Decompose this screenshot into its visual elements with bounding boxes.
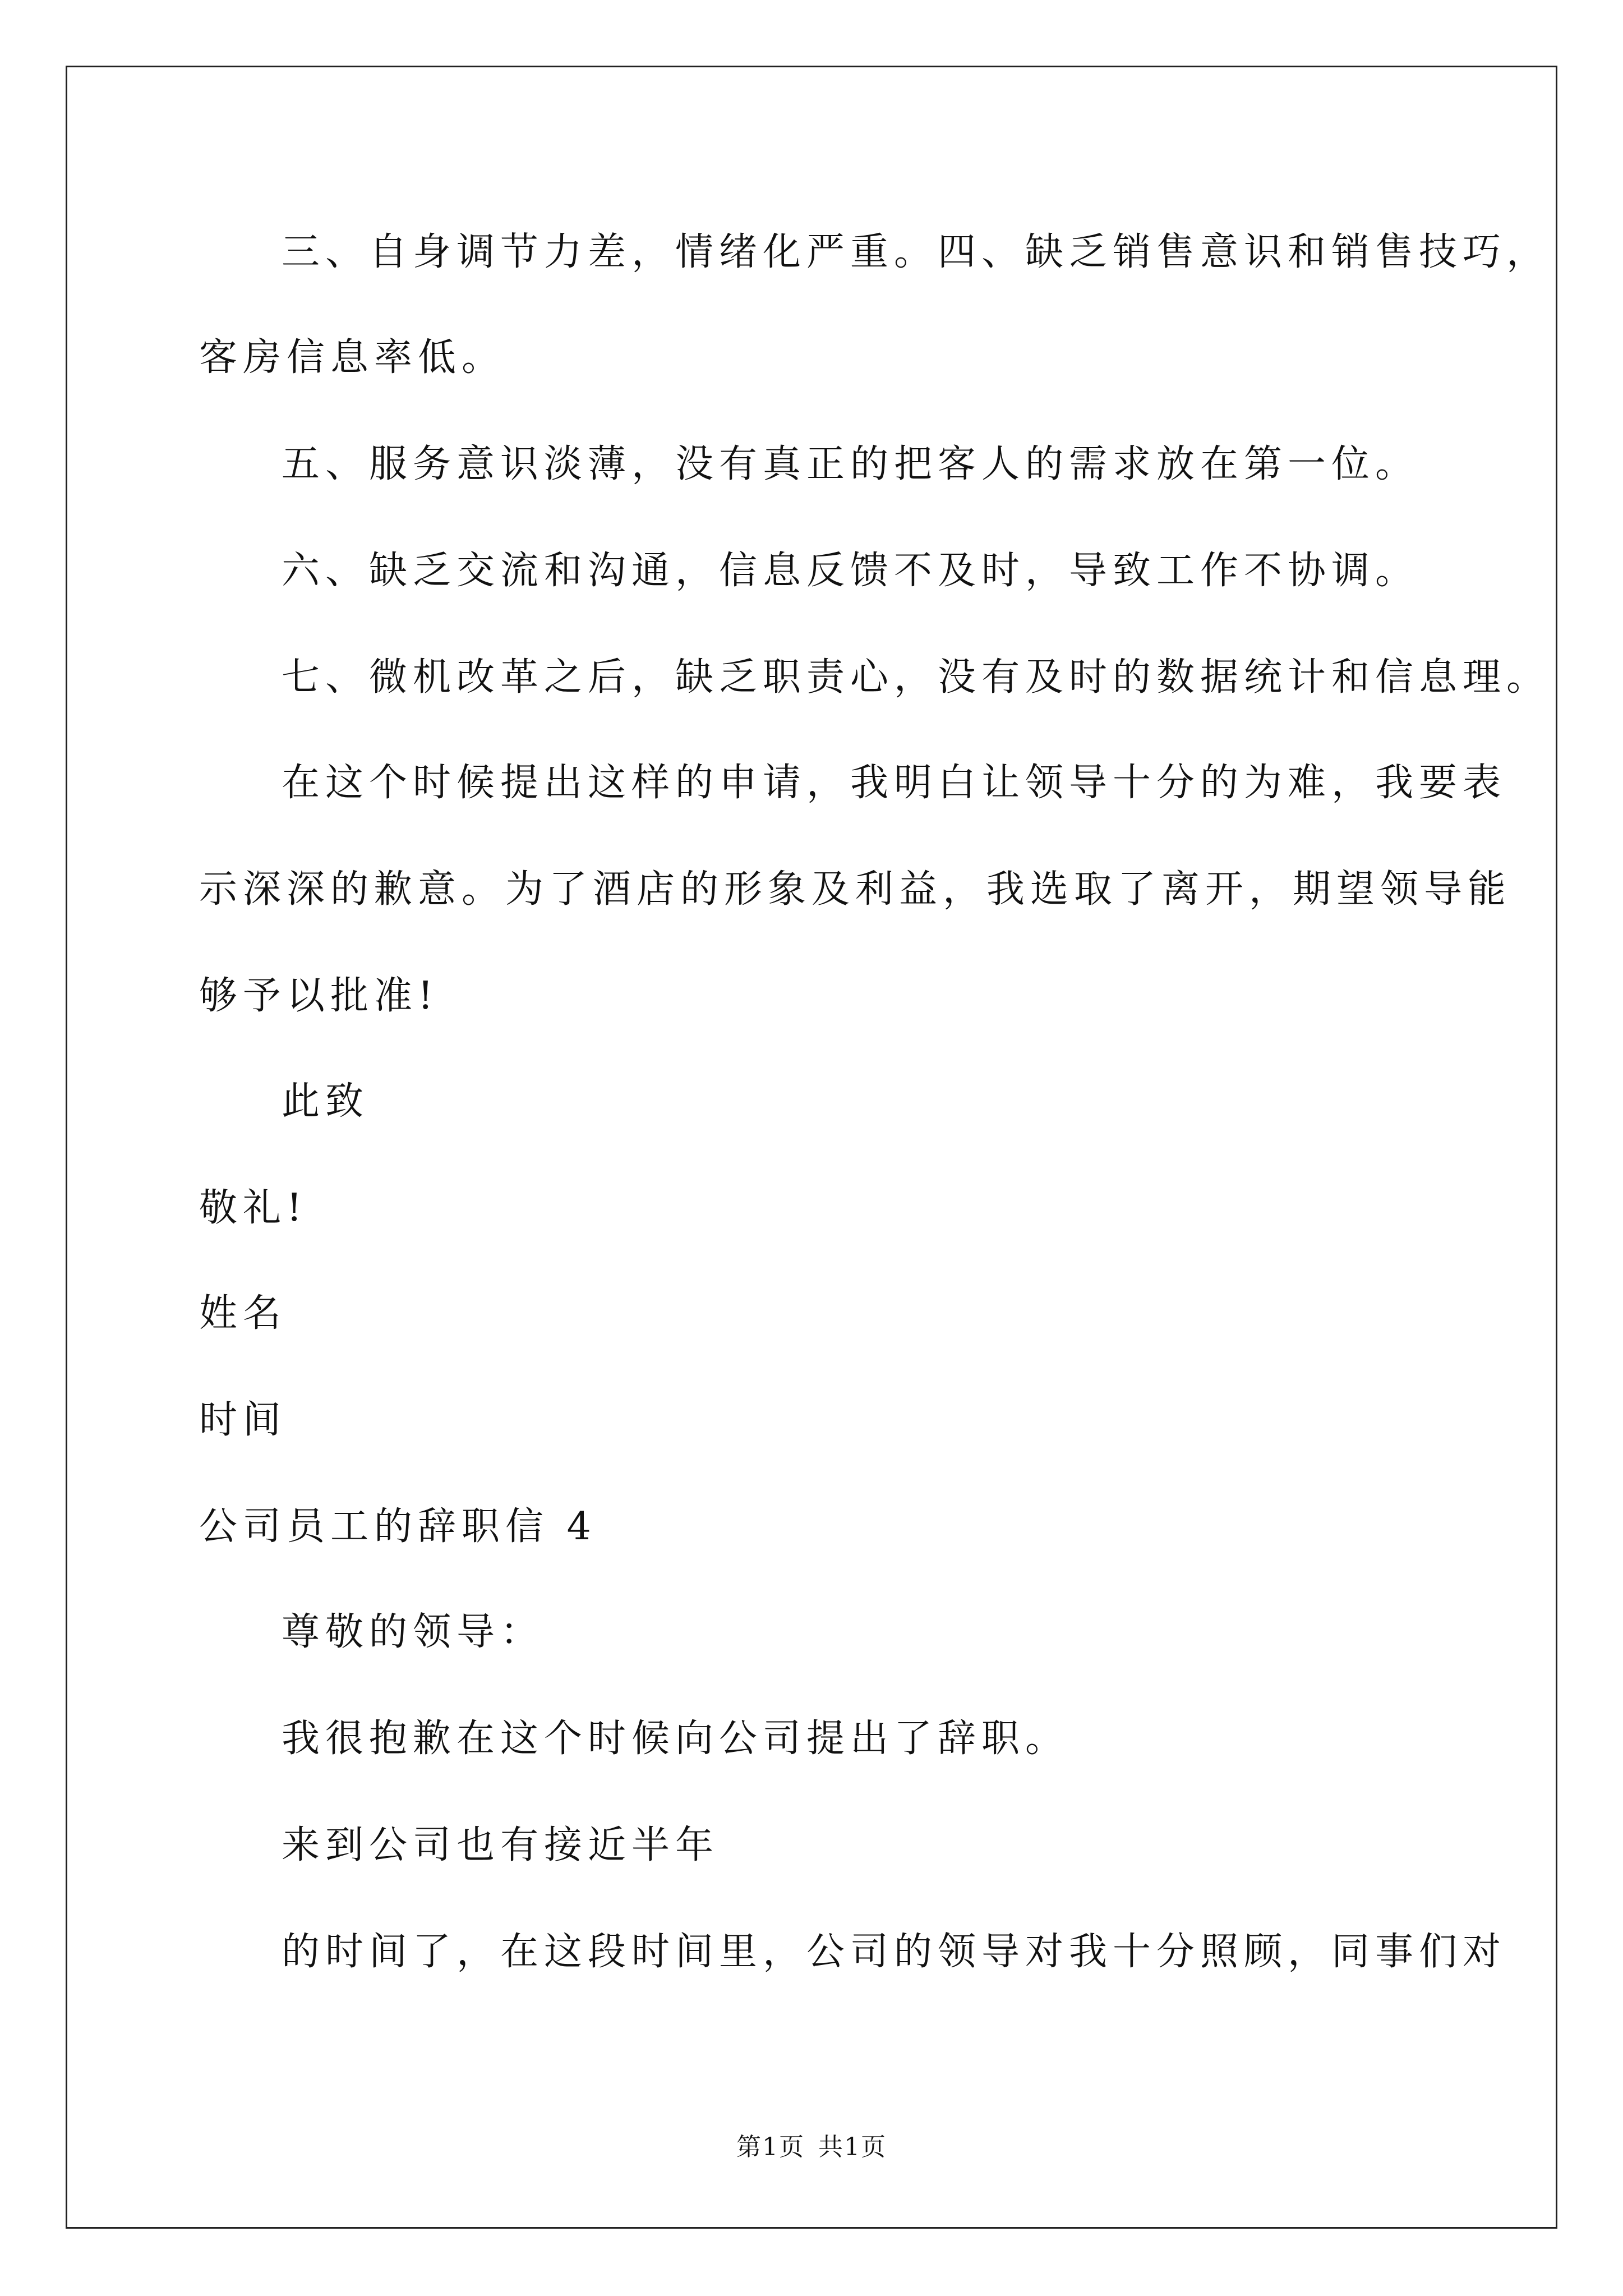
section-heading: 公司员工的辞职信 4 xyxy=(199,1504,597,1549)
paragraph-line: 在这个时候提出这样的申请，我明白让领导十分的为难，我要表 xyxy=(282,761,1507,805)
closing-respect: 敬礼! xyxy=(199,1186,308,1230)
page-footer xyxy=(0,2132,1623,2163)
paragraph-line: 的时间了，在这段时间里，公司的领导对我十分照顾，同事们对 xyxy=(282,1930,1507,1974)
paragraph-line: 来到公司也有接近半年 xyxy=(282,1823,720,1867)
paragraph-line: 三、自身调节力差，情绪化严重。四、缺乏销售意识和销售技巧， xyxy=(282,230,1551,274)
paragraph-line: 够予以批准! xyxy=(199,974,439,1018)
page-total: 共1页 xyxy=(818,2133,887,2161)
paragraph-line: 六、缺乏交流和沟通，信息反馈不及时，导致工作不协调。 xyxy=(282,549,1419,593)
signature-name: 姓名 xyxy=(199,1291,287,1336)
letter-greeting: 尊敬的领导： xyxy=(282,1610,545,1654)
paragraph-line: 示深深的歉意。为了酒店的形象及利益，我选取了离开，期望领导能 xyxy=(199,867,1512,912)
paragraph-line: 客房信息率低。 xyxy=(199,335,506,380)
page-border xyxy=(66,66,1557,2229)
page-number: 第1页 xyxy=(736,2133,805,2161)
paragraph-line: 七、微机改革之后，缺乏职责心，没有及时的数据统计和信息理。 xyxy=(282,655,1551,700)
closing-salutation: 此致 xyxy=(282,1079,370,1124)
paragraph-line: 五、服务意识淡薄，没有真正的把客人的需求放在第一位。 xyxy=(282,442,1419,486)
signature-date: 时间 xyxy=(199,1398,287,1442)
paragraph-line: 我很抱歉在这个时候向公司提出了辞职。 xyxy=(282,1717,1069,1761)
